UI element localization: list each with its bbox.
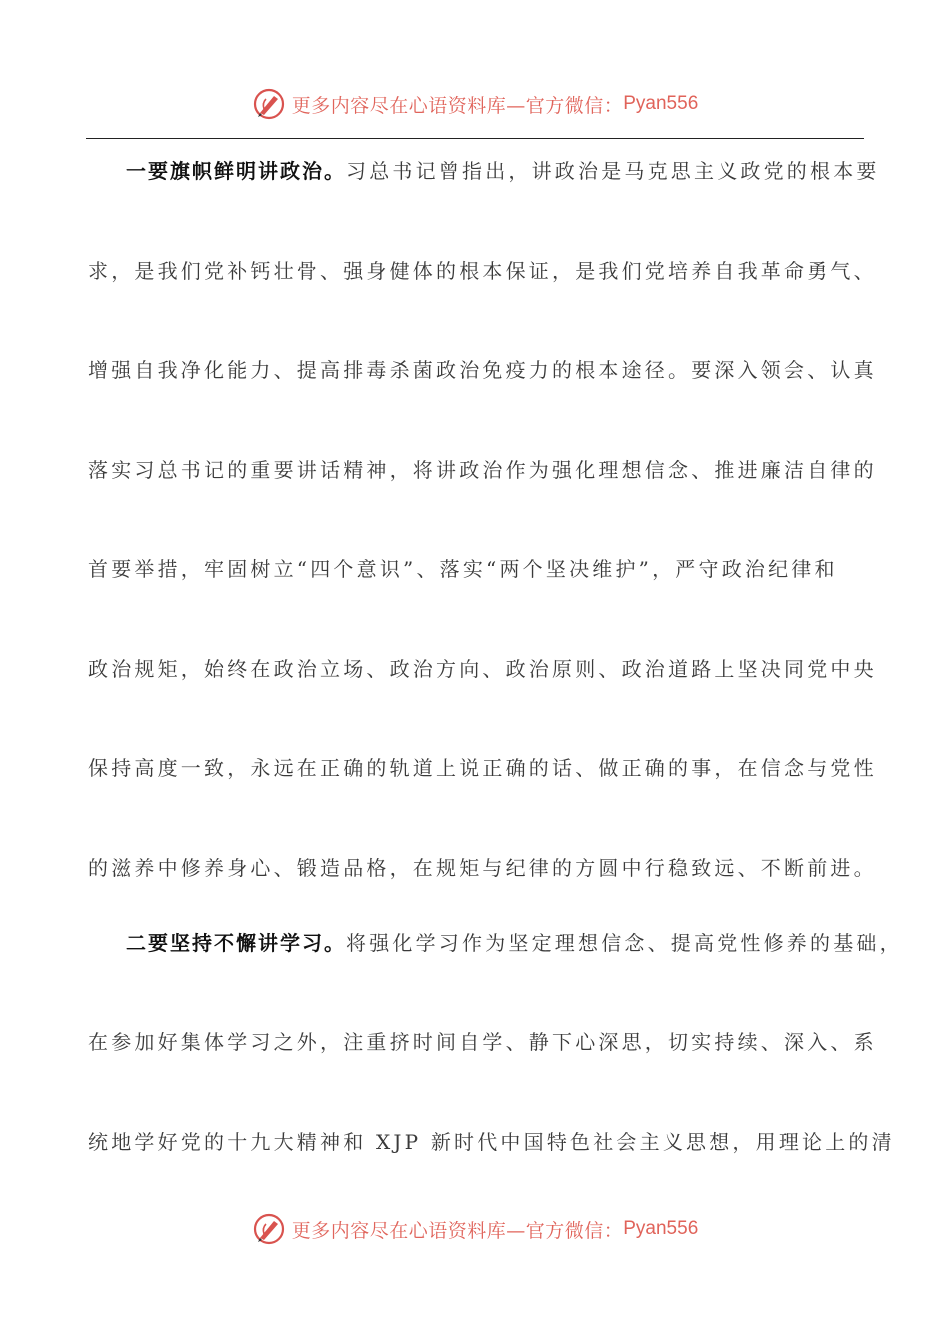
paragraph-1-line-8: 的滋养中修养身心、锻造品格，在规矩与纪律的方圆中行稳致远、不断前进。: [88, 855, 877, 880]
header-brand-handle: Pyan556: [623, 93, 699, 114]
paragraph-2-line-1: [88, 922, 903, 1022]
pen-logo-icon: [252, 1212, 286, 1246]
footer-brand-text: 更多内容尽在心语资料库—官方微信：: [291, 1219, 624, 1242]
header-brand-text: 更多内容尽在心语资料库—官方微信：: [291, 94, 624, 117]
paragraph-1-line-7: 保持高度一致，永远在正确的轨道上说正确的话、做正确的事，在信念与党性: [88, 756, 877, 780]
paragraph-2-heading: 二要坚持不懈讲学习。: [126, 930, 346, 955]
paragraph-2-line-2: 在参加好集体学习之外，注重挤时间自学、静下心深思，切实持续、深入、系: [88, 1030, 877, 1054]
pen-logo-icon: [252, 87, 286, 121]
paragraph-2-line-3: 统地学好党的十九大精神和 XJP 新时代中国特色社会主义思想，用理论上的清: [88, 1129, 895, 1154]
header-divider: [86, 138, 864, 139]
paragraph-1-line-6: 政治规矩，始终在政治立场、政治方向、政治原则、政治道路上坚决同党中央: [88, 656, 877, 681]
page-footer: [0, 1209, 950, 1249]
paragraph-1-heading: 一要旗帜鲜明讲政治。: [126, 159, 346, 183]
footer-brand-handle: Pyan556: [623, 1218, 699, 1239]
paragraph-1-line-5: 首要举措，牢固树立“四个意识”、落实“两个坚决维护”，严守政治纪律和: [88, 557, 838, 581]
paragraph-1-line-3: 增强自我净化能力、提高排毒杀菌政治免疫力的根本途径。要深入领会、认真: [88, 358, 877, 382]
document-body: [88, 150, 903, 1220]
paragraph-2-text: 将强化学习作为坚定理想信念、提高党性修养的基础，: [346, 930, 903, 955]
paragraph-1-line-4: 落实习总书记的重要讲话精神，将讲政治作为强化理想信念、推进廉洁自律的: [88, 457, 877, 482]
paragraph-1-text: 习总书记曾指出，讲政治是马克思主义政党的根本要: [346, 159, 880, 183]
paragraph-1-line-2: 求，是我们党补钙壮骨、强身健体的根本保证，是我们党培养自我革命勇气、: [88, 258, 877, 283]
paragraph-1-line-1: [88, 150, 880, 250]
page-header: [0, 84, 950, 124]
